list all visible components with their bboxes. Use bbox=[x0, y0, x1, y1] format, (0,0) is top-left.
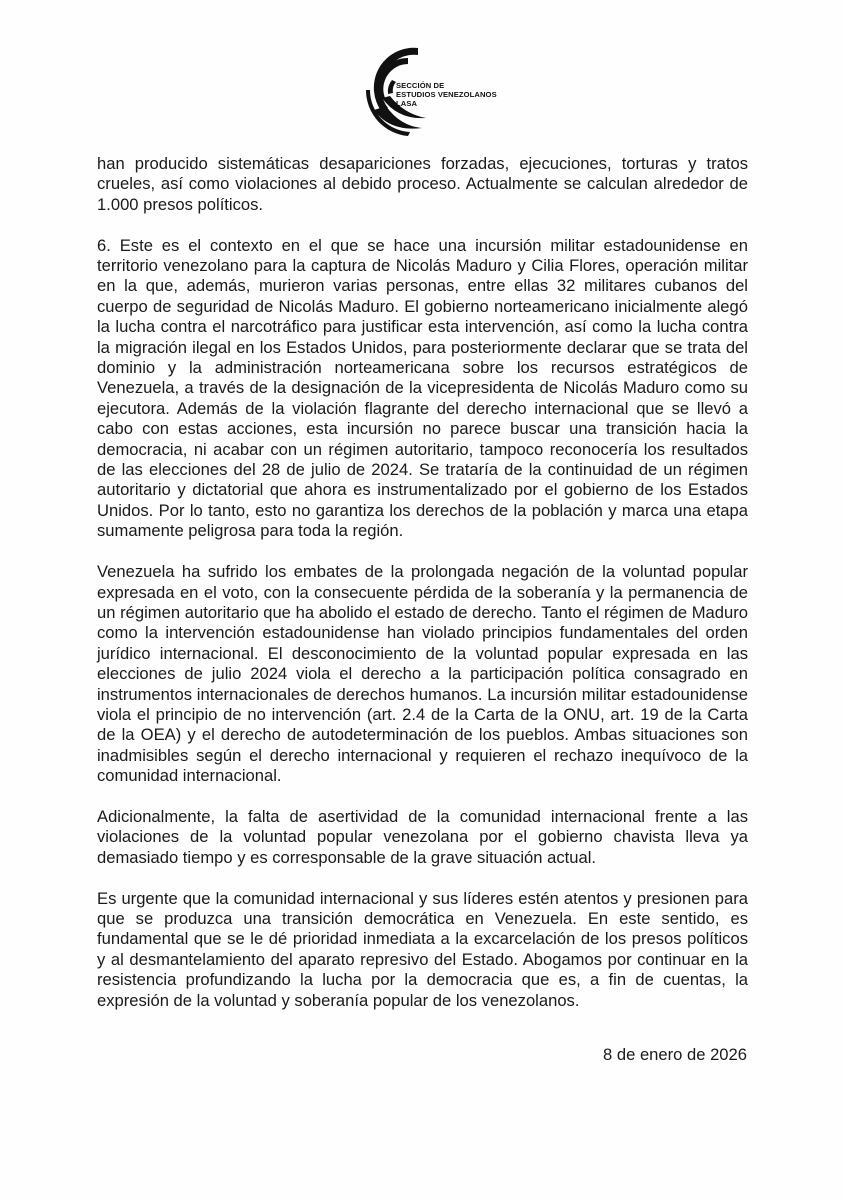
logo-line-1: SECCIÓN DE bbox=[396, 81, 445, 90]
document-body bbox=[97, 154, 748, 1031]
paragraph-5: Es urgente que la comunidad internacional y sus líderes estén atentos y presionen para que se produzca una transición democrática en Venezuela. En este sentido, es fundamental que se le dé prioridad inmediata a la excarcelación de los presos políticos y al desmantelamiento del aparato represivo del Estado. Abogamos por continuar en la resistencia profundizando la lucha por la democracia que es, a fin de cuentas, la expresión de la voluntad y soberanía popular de los venezolanos. bbox=[97, 888, 748, 1010]
logo-text bbox=[396, 82, 497, 108]
paragraph-3: Venezuela ha sufrido los embates de la prolongada negación de la voluntad popular expresada en el voto, con la consecuente pérdida de la soberanía y la permanencia de un régimen autoritario que ha abolido el estado de derecho. Tanto el régimen de Maduro como la intervención estadounidense han violado principios fundamentales del orden jurídico internacional. El desconocimiento de la voluntad popular expresada en las elecciones de julio 2024 viola el derecho a la participación política consagrado en instrumentos internacionales de derechos humanos. La incursión militar estadounidense viola el principio de no intervención (art. 2.4 de la Carta de la ONU, art. 19 de la Carta de la OEA) y el derecho de autodeterminación de los pueblos. Ambas situaciones son inadmisibles según el derecho internacional y requieren el rechazo inequívoco de la comunidad internacional. bbox=[97, 562, 748, 786]
document-date: 8 de enero de 2026 bbox=[603, 1045, 747, 1064]
logo-line-3: LASA bbox=[396, 98, 418, 108]
paragraph-4: Adicionalmente, la falta de asertividad de la comunidad internacional frente a las violaciones de la voluntad popular venezolana por el gobierno chavista lleva ya demasiado tiempo y es corresponsable de la grave situación actual. bbox=[97, 806, 748, 867]
lasa-logo bbox=[352, 40, 502, 140]
logo-line-2: ESTUDIOS VENEZOLANOS bbox=[396, 89, 497, 99]
paragraph-1: han producido sistemáticas desapariciones forzadas, ejecuciones, torturas y tratos crueles, así como violaciones al debido proceso. Actualmente se calculan alrededor de 1.000 presos políticos. bbox=[97, 154, 748, 214]
paragraph-2: 6. Este es el contexto en el que se hace una incursión militar estadounidense en territorio venezolano para la captura de Nicolás Maduro y Cilia Flores, operación militar en la que, además, murieron varias personas, entre ellas 32 militares cubanos del cuerpo de seguridad de Nicolás Maduro. El gobierno norteamericano inicialmente alegó la lucha contra el narcotráfico para justificar esta intervención, así como la lucha contra la migración ilegal en los Estados Unidos, para posteriormente declarar que se trata del dominio y la administración norteamericana sobre los recursos estratégicos de Venezuela, a través de la designación de la vicepresidenta de Nicolás Maduro como su ejecutora. Además de la violación flagrante del derecho internacional que se llevó a cabo con estas acciones, esta incursión no parece buscar una transición hacia la democracia, ni acabar con un régimen autoritario, tampoco reconocería los resultados de las elecciones del 28 de julio de 2024. Se trataría de la continuidad de un régimen autoritario y dictatorial que ahora es instrumentalizado por el gobierno de los Estados Unidos. Por lo tanto, esto no garantiza los derechos de la población y marca una etapa sumamente peligrosa para toda la región. bbox=[97, 235, 748, 541]
